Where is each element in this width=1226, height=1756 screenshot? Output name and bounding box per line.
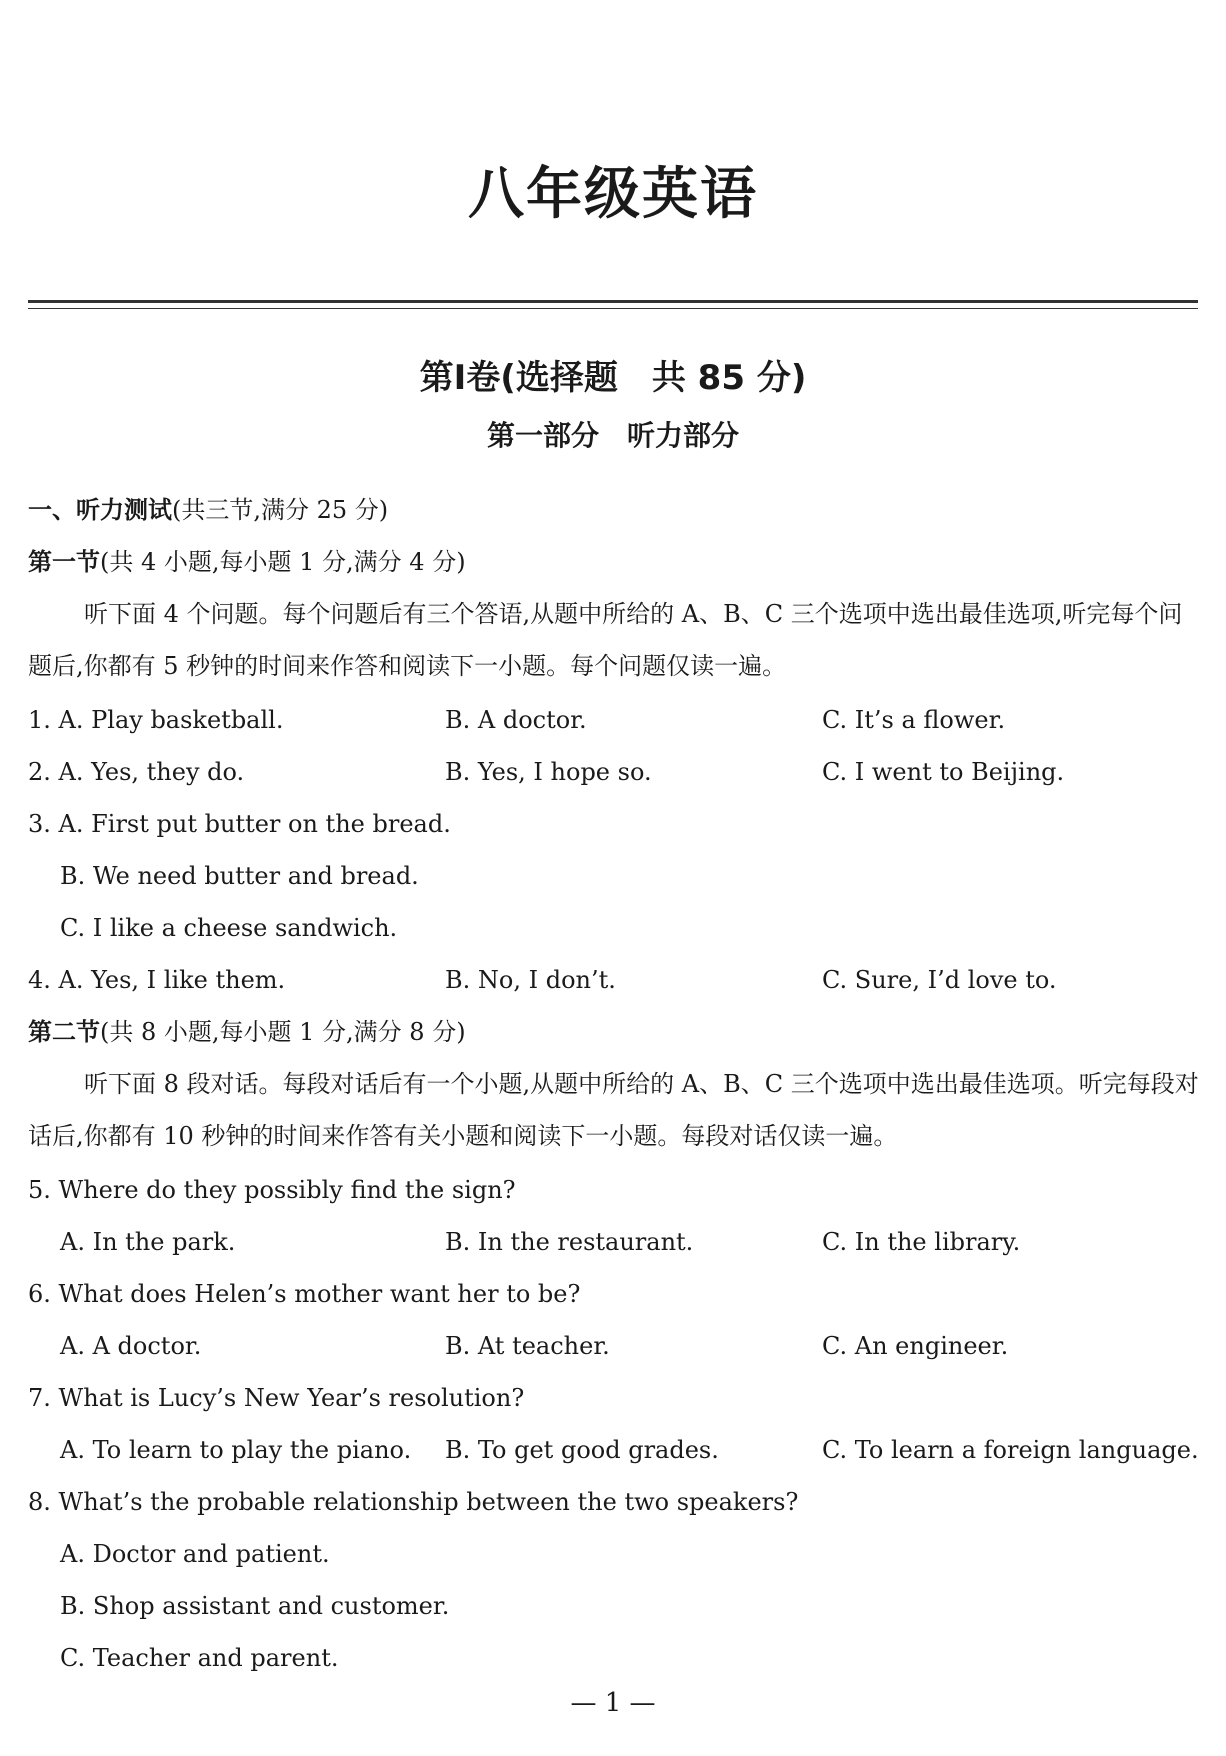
q1-option-c: C. It’s a flower.: [822, 706, 1006, 734]
q5-option-c: C. In the library.: [822, 1228, 1021, 1256]
q5-option-b: B. In the restaurant.: [445, 1228, 694, 1256]
q7-option-c: C. To learn a foreign language.: [822, 1436, 1199, 1464]
subsection1-detail: (共 4 小题,每小题 1 分,满分 4 分): [100, 548, 466, 576]
title-divider-thin: [28, 308, 1198, 309]
q2-option-c: C. I went to Beijing.: [822, 758, 1065, 786]
q6-option-a: A. A doctor.: [60, 1332, 202, 1360]
subsection1-label: 第一节: [28, 548, 100, 576]
q5-stem: 5. Where do they possibly find the sign?: [28, 1176, 516, 1204]
q1-option-a: 1. A. Play basketball.: [28, 706, 284, 734]
q7-stem: 7. What is Lucy’s New Year’s resolution?: [28, 1384, 525, 1412]
page-number: — 1 —: [570, 1688, 656, 1718]
title-divider-thick: [28, 300, 1198, 303]
section-header-detail: (共三节,满分 25 分): [172, 496, 389, 524]
part-title: 第一部分 听力部分: [486, 419, 739, 452]
subsection2-label: 第二节: [28, 1018, 100, 1046]
q8-stem: 8. What’s the probable relationship between the two speakers?: [28, 1488, 799, 1516]
q8-option-c: C. Teacher and parent.: [60, 1644, 339, 1672]
section-header-label: 一、听力测试: [28, 496, 172, 524]
q6-stem: 6. What does Helen’s mother want her to be?: [28, 1280, 581, 1308]
volume-title: 第Ⅰ卷(选择题 共 85 分): [419, 358, 807, 398]
q4-option-c: C. Sure, I’d love to.: [822, 966, 1057, 994]
q1-option-b: B. A doctor.: [445, 706, 587, 734]
q2-option-a: 2. A. Yes, they do.: [28, 758, 245, 786]
subsection2-header: [28, 1016, 466, 1048]
q3-option-a: 3. A. First put butter on the bread.: [28, 810, 451, 838]
q7-option-b: B. To get good grades.: [445, 1436, 719, 1464]
q6-option-b: B. At teacher.: [445, 1332, 610, 1360]
q3-option-b: B. We need butter and bread.: [60, 862, 419, 890]
q5-option-a: A. In the park.: [60, 1228, 236, 1256]
page-title: 八年级英语: [468, 162, 758, 227]
q8-option-a: A. Doctor and patient.: [60, 1540, 330, 1568]
q4-option-a: 4. A. Yes, I like them.: [28, 966, 286, 994]
q3-option-c: C. I like a cheese sandwich.: [60, 914, 398, 942]
subsection1-instructions: 听下面 4 个问题。每个问题后有三个答语,从题中所给的 A、B、C 三个选项中选出最佳选项,听完每个问题后,你都有 5 秒钟的时间来作答和阅读下一小题。每个问题仅读一遍。: [28, 600, 1183, 680]
q2-option-b: B. Yes, I hope so.: [445, 758, 652, 786]
subsection2-instructions: 听下面 8 段对话。每段对话后有一个小题,从题中所给的 A、B、C 三个选项中选出最佳选项。听完每段对话后,你都有 10 秒钟的时间来作答有关小题和阅读下一小题。每段对话仅读一遍。: [28, 1070, 1199, 1150]
subsection2-detail: (共 8 小题,每小题 1 分,满分 8 分): [100, 1018, 466, 1046]
q6-option-c: C. An engineer.: [822, 1332, 1009, 1360]
q8-option-b: B. Shop assistant and customer.: [60, 1592, 450, 1620]
q7-option-a: A. To learn to play the piano.: [60, 1436, 412, 1464]
section-header: [28, 494, 388, 526]
subsection1-header: [28, 546, 466, 578]
q4-option-b: B. No, I don’t.: [445, 966, 616, 994]
